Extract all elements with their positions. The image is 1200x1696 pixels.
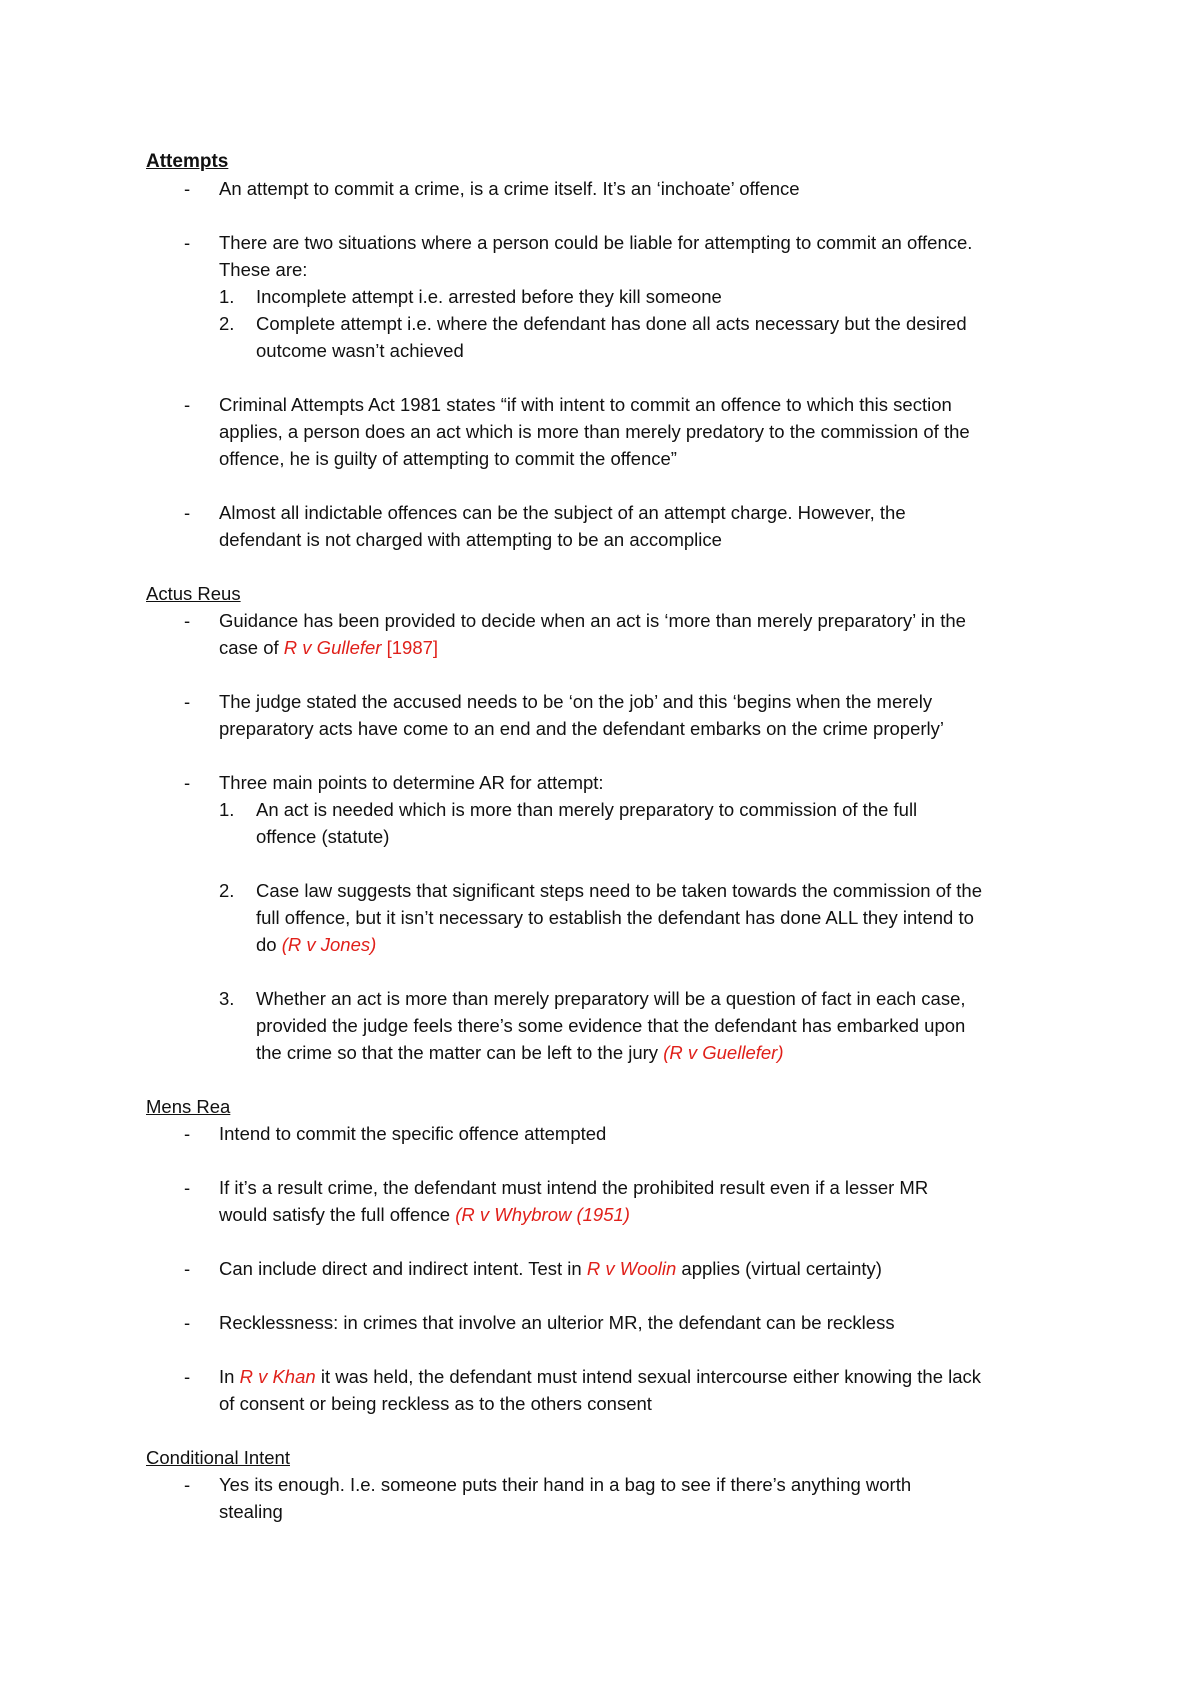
list-number: 2. xyxy=(219,313,235,334)
list-number: 1. xyxy=(219,286,235,307)
case-citation: (R v Jones) xyxy=(281,934,377,955)
list-item: outcome wasn’t achieved xyxy=(256,340,464,361)
list-number: 2. xyxy=(219,880,235,901)
list-item xyxy=(256,1039,783,1066)
bullet-dash: - xyxy=(184,232,191,253)
text-segment: do xyxy=(256,934,282,955)
heading-mens-rea: Mens Rea xyxy=(146,1096,231,1117)
paragraph-line xyxy=(219,1201,630,1228)
list-item: Incomplete attempt i.e. arrested before they kill someone xyxy=(256,286,722,307)
heading-conditional-intent: Conditional Intent xyxy=(146,1447,290,1468)
paragraph-line: stealing xyxy=(219,1501,283,1522)
list-item: An act is needed which is more than merely preparatory to commission of the full xyxy=(256,799,918,820)
list-item: Whether an act is more than merely preparatory will be a question of fact in each case, xyxy=(256,988,966,1009)
paragraph-line: offence, he is guilty of attempting to commit the offence” xyxy=(219,448,677,469)
text-segment: the crime so that the matter can be left to the jury xyxy=(256,1042,664,1063)
bullet-dash: - xyxy=(184,1123,191,1144)
heading-actus-reus: Actus Reus xyxy=(146,583,241,604)
list-item: full offence, but it isn’t necessary to establish the defendant has done ALL they intend to xyxy=(256,907,974,928)
paragraph-line: Three main points to determine AR for attempt: xyxy=(219,772,604,793)
bullet-dash: - xyxy=(184,502,191,523)
text-segment: would satisfy the full offence xyxy=(219,1204,456,1225)
bullet-dash: - xyxy=(184,1366,191,1387)
text-segment: applies (virtual certainty) xyxy=(676,1258,882,1279)
paragraph-line: applies, a person does an act which is more than merely predatory to the commission of the xyxy=(219,421,970,442)
paragraph-line: preparatory acts have come to an end and the defendant embarks on the crime properly’ xyxy=(219,718,945,739)
text-segment: Can include direct and indirect intent. Test in xyxy=(219,1258,587,1279)
list-item: Complete attempt i.e. where the defendant has done all acts necessary but the desired xyxy=(256,313,967,334)
text-segment: it was held, the defendant must intend sexual intercourse either knowing the lack xyxy=(315,1366,982,1387)
case-year: [1987] xyxy=(381,637,439,658)
paragraph-line xyxy=(219,634,438,661)
bullet-dash: - xyxy=(184,1177,191,1198)
paragraph-line: of consent or being reckless as to the others consent xyxy=(219,1393,652,1414)
list-item: offence (statute) xyxy=(256,826,390,847)
paragraph-line xyxy=(219,1363,981,1390)
text-segment: case of xyxy=(219,637,284,658)
paragraph-line: Criminal Attempts Act 1981 states “if with intent to commit an offence to which this section xyxy=(219,394,952,415)
paragraph-line: An attempt to commit a crime, is a crime itself. It’s an ‘inchoate’ offence xyxy=(219,178,800,199)
paragraph-line: If it’s a result crime, the defendant must intend the prohibited result even if a lesser MR xyxy=(219,1177,929,1198)
paragraph-line: Guidance has been provided to decide when an act is ‘more than merely preparatory’ in the xyxy=(219,610,966,631)
paragraph-line: Yes its enough. I.e. someone puts their hand in a bag to see if there’s anything worth xyxy=(219,1474,912,1495)
case-citation: (R v Whybrow (1951) xyxy=(455,1204,630,1225)
paragraph-line: Recklessness: in crimes that involve an ulterior MR, the defendant can be reckless xyxy=(219,1312,895,1333)
bullet-dash: - xyxy=(184,1312,191,1333)
bullet-dash: - xyxy=(184,691,191,712)
paragraph-line: Intend to commit the specific offence attempted xyxy=(219,1123,607,1144)
case-citation: R v Khan xyxy=(239,1366,316,1387)
paragraph-line: The judge stated the accused needs to be ‘on the job’ and this ‘begins when the merely xyxy=(219,691,933,712)
text-segment: In xyxy=(219,1366,240,1387)
list-item: Case law suggests that significant steps need to be taken towards the commission of the xyxy=(256,880,983,901)
bullet-dash: - xyxy=(184,772,191,793)
paragraph-line: These are: xyxy=(219,259,308,280)
case-citation: R v Woolin xyxy=(586,1258,677,1279)
bullet-dash: - xyxy=(184,610,191,631)
heading-attempts: Attempts xyxy=(146,151,229,172)
bullet-dash: - xyxy=(184,1258,191,1279)
list-item xyxy=(256,931,376,958)
bullet-dash: - xyxy=(184,394,191,415)
list-number: 3. xyxy=(219,988,235,1009)
list-number: 1. xyxy=(219,799,235,820)
paragraph-line: defendant is not charged with attempting to be an accomplice xyxy=(219,529,722,550)
paragraph-line xyxy=(219,1255,882,1282)
bullet-dash: - xyxy=(184,1474,191,1495)
case-citation: R v Gullefer xyxy=(283,637,382,658)
paragraph-line: There are two situations where a person could be liable for attempting to commit an offence. xyxy=(219,232,973,253)
case-citation: (R v Guellefer) xyxy=(663,1042,784,1063)
bullet-dash: - xyxy=(184,178,191,199)
paragraph-line: Almost all indictable offences can be the subject of an attempt charge. However, the xyxy=(219,502,906,523)
list-item: provided the judge feels there’s some evidence that the defendant has embarked upon xyxy=(256,1015,966,1036)
